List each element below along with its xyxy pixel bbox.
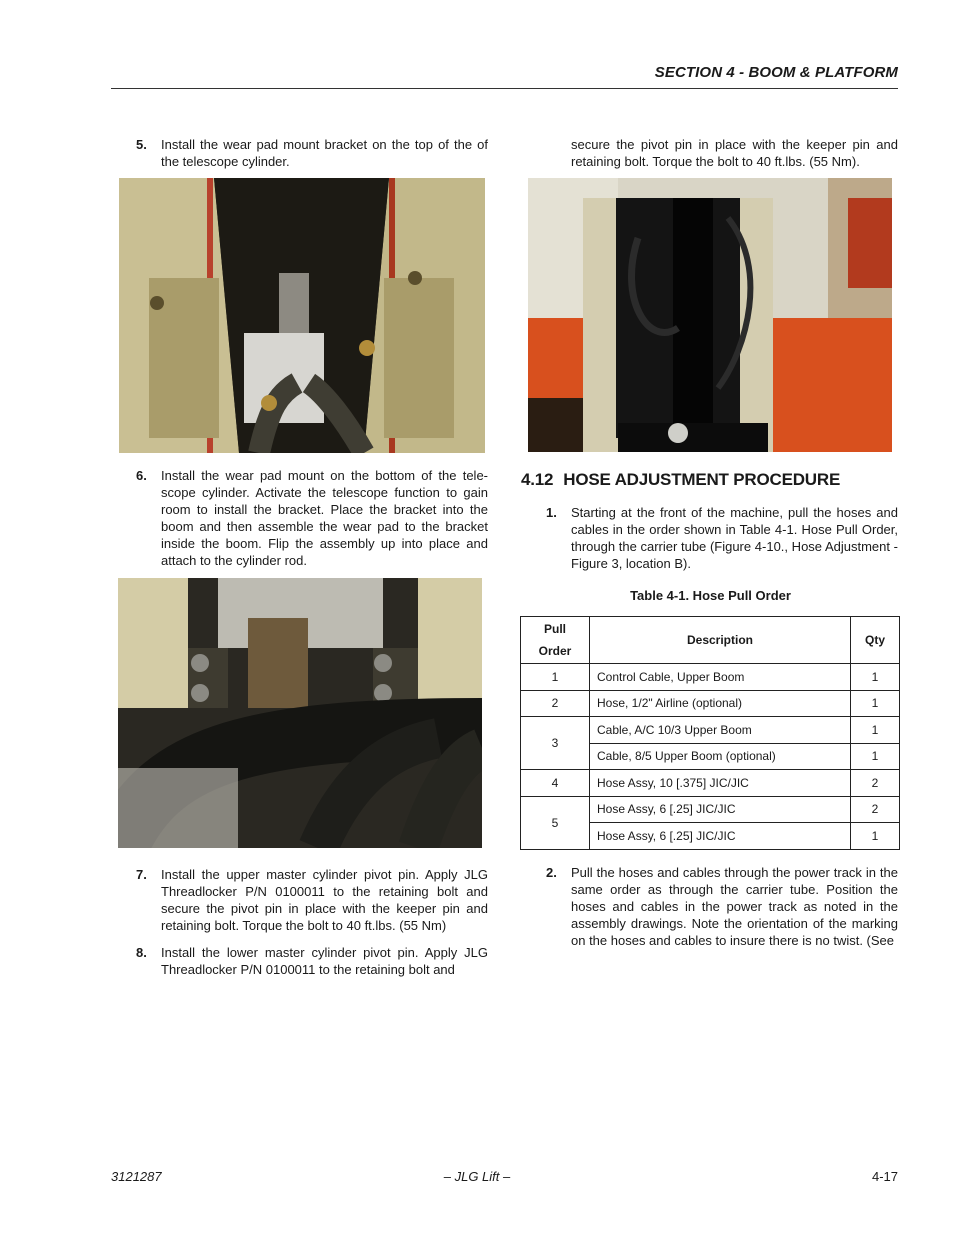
cell-order: 3 (521, 717, 590, 770)
step-number: 6. (136, 468, 147, 483)
column-header-description: Description (590, 617, 851, 664)
table-row (521, 664, 900, 691)
column-header-qty: Qty (851, 617, 900, 664)
hose-step-2 (546, 864, 898, 949)
header-divider (111, 88, 898, 89)
step-text: secure the pivot pin in place with the keeper pin and retaining bolt. Torque the bolt to 40 ft.lbs. (55 Nm). (571, 137, 898, 169)
step-5 (136, 136, 488, 170)
cell-qty: 1 (851, 823, 900, 850)
cell-order: 2 (521, 690, 590, 717)
cell-qty: 1 (851, 690, 900, 717)
table-caption: Table 4-1. Hose Pull Order (630, 588, 791, 603)
step-8 (136, 944, 488, 978)
footer-page-number: 4-17 (871, 1169, 898, 1184)
step-7 (136, 866, 488, 934)
table-row (521, 796, 900, 823)
cell-description: Control Cable, Upper Boom (590, 664, 851, 691)
cell-order: 1 (521, 664, 590, 691)
step-number: 8. (136, 945, 147, 960)
step-6 (136, 467, 488, 569)
step-text: Install the wear pad mount bracket on the top of the of the telescope cylinder. (161, 137, 488, 169)
step-text: Pull the hoses and cables through the power track in the same order as through the carrier tube. Position the hoses and cables in the power track as noted in the assembly drawings. Note the orientation of the marking on the hoses and cables to insure there is no twist. (See (571, 865, 898, 948)
cell-qty: 2 (851, 796, 900, 823)
cell-qty: 1 (851, 664, 900, 691)
step-number: 2. (546, 865, 557, 880)
step-text: Install the lower master cylinder pivot pin. Apply JLG Threadlocker P/N 0100011 to the retaining bolt and (161, 945, 488, 977)
cell-description: Cable, A/C 10/3 Upper Boom (590, 717, 851, 744)
photo-wear-pad-mount-bottom (118, 578, 482, 848)
step-8-continued (571, 136, 898, 170)
cell-order: 5 (521, 796, 590, 849)
cell-description: Hose Assy, 6 [.25] JIC/JIC (590, 823, 851, 850)
step-number: 5. (136, 137, 147, 152)
hose-step-1 (546, 504, 898, 572)
step-number: 1. (546, 505, 557, 520)
step-text: Starting at the front of the machine, pull the hoses and cables in the order shown in Table 4-1. Hose Pull Order, through the carrier tube (Figure 4-10., Hose Adjustment - Figure 3, location B). (571, 505, 898, 571)
cell-description: Hose Assy, 10 [.375] JIC/JIC (590, 770, 851, 797)
cell-qty: 1 (851, 717, 900, 744)
section-header-title: SECTION 4 - BOOM & PLATFORM (654, 64, 898, 81)
table-row (521, 770, 900, 797)
table-row (521, 717, 900, 744)
section-title: HOSE ADJUSTMENT PROCEDURE (563, 470, 841, 489)
cell-qty: 1 (851, 743, 900, 770)
section-number: 4.12 (521, 470, 554, 489)
hose-pull-order-table (520, 616, 900, 850)
photo-master-cylinder-pivot (528, 178, 892, 452)
table-row (521, 690, 900, 717)
column-header-pull-order: Pull Order (521, 617, 590, 664)
step-text: Install the wear pad mount on the bottom of the tele-scope cylinder. Activate the telescope function to gain room to install the bracket. Place the bracket into the boom and then assemble the wear pad to the bracket inside the boom. Flip the assembly up into place and attach to the cylinder rod. (161, 468, 488, 568)
step-number: 7. (136, 867, 147, 882)
step-text: Install the upper master cylinder pivot pin. Apply JLG Threadlocker P/N 0100011 to the retaining bolt and secure the pivot pin in place with the keeper pin and retaining bolt. Torque the bolt to 40 ft.lbs. (55 Nm) (161, 867, 488, 933)
cell-description: Cable, 8/5 Upper Boom (optional) (590, 743, 851, 770)
cell-description: Hose, 1/2" Airline (optional) (590, 690, 851, 717)
cell-description: Hose Assy, 6 [.25] JIC/JIC (590, 796, 851, 823)
cell-qty: 2 (851, 770, 900, 797)
section-heading (521, 470, 840, 490)
cell-order: 4 (521, 770, 590, 797)
footer-brand: – JLG Lift – (443, 1169, 511, 1184)
photo-wear-pad-bracket (119, 178, 485, 453)
table-header-row (521, 617, 900, 664)
footer-document-number: 3121287 (111, 1169, 162, 1184)
